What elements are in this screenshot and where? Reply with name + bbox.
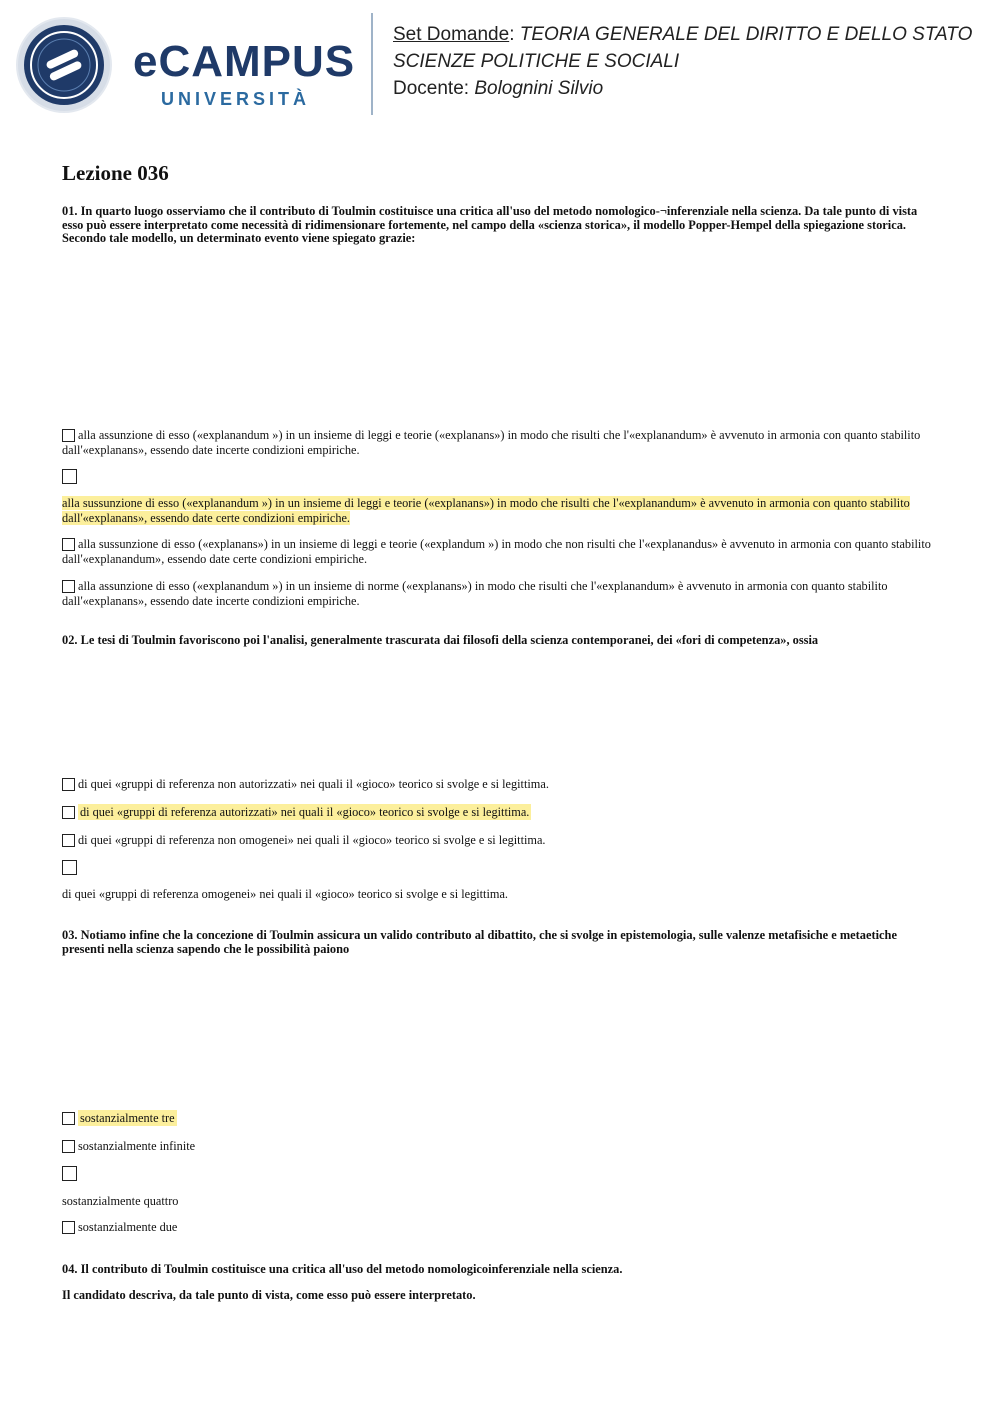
question-01-option-2-checkbox[interactable] <box>62 469 77 484</box>
question-03-option-2[interactable] <box>62 1139 934 1154</box>
docente-label: Docente: <box>393 78 475 99</box>
checkbox[interactable] <box>62 1221 75 1234</box>
university-seal-logo <box>16 17 112 113</box>
question-02-text: 02. Le tesi di Toulmin favoriscono poi l'analisi, generalmente trascurata dai filosofi della scienza contemporanei, dei «fori di competenza», ossia <box>62 633 819 647</box>
checkbox[interactable] <box>62 580 75 593</box>
brand-logo-subtext: UNIVERSITÀ <box>161 89 311 109</box>
checkbox[interactable] <box>62 538 75 551</box>
option-text: di quei «gruppi di referenza omogenei» nei quali il «gioco» teorico si svolge e si legittima. <box>62 887 508 901</box>
header-divider <box>371 13 373 115</box>
brand-logo-text: eCAMPUS <box>133 37 356 86</box>
correct-answer-highlight: di quei «gruppi di referenza autorizzati» nei quali il «gioco» teorico si svolge e si legittima. <box>80 805 530 819</box>
question-03-option-3[interactable] <box>62 1194 934 1209</box>
question-01-option-3[interactable] <box>62 537 934 567</box>
option-text: alla sussunzione di esso («explanans») in un insieme di leggi e teorie («explandum ») in modo che non risulti che l'«explanandus» è avvenuto in armonia con quanto stabilito dall'«explanandum», essendo date certe condizioni empiriche. <box>62 537 931 566</box>
course-title-line1: TEORIA GENERALE DEL DIRITTO E DELLO STATO <box>519 24 973 45</box>
lesson-title: Lezione 036 <box>62 161 169 185</box>
checkbox[interactable] <box>62 1140 75 1153</box>
course-title-line2: SCIENZE POLITICHE E SOCIALI <box>393 51 680 72</box>
question-04-instruction: Il candidato descriva, da tale punto di vista, come esso può essere interpretato. <box>62 1288 476 1302</box>
question-03-text: 03. Notiamo infine che la concezione di Toulmin assicura un valido contributo al dibattito, che si svolge in epistemologia, sulle valenze metafisiche e metaetiche presenti nella scienza sapendo che le possibilità paiono <box>62 928 897 956</box>
option-text: sostanzialmente quattro <box>62 1194 179 1208</box>
checkbox[interactable] <box>62 806 75 819</box>
question-03-option-3-checkbox[interactable] <box>62 1166 77 1181</box>
question-02-option-4[interactable] <box>62 887 934 902</box>
course-title-line2-wrap <box>393 48 679 75</box>
option-text: alla assunzione di esso («explanandum ») in un insieme di norme («explanans») in modo che risulti che l'«explanandum» è avvenuto in armonia con quanto stabilito dall'«explanans», essendo date incerte condizioni empiriche. <box>62 579 888 608</box>
set-domande-line <box>393 21 972 48</box>
checkbox[interactable] <box>62 778 75 791</box>
question-01-text: 01. In quarto luogo osserviamo che il contributo di Toulmin costituisce una critica all'uso del metodo nomologico-¬inferenziale nella scienza. Da tale punto di vista esso può essere interpretato come necessità di ridimensionare fortemente, nel campo della «scienza storica», il modello Popper-Hempel della spiegazione storica. Secondo tale modello, un determinato evento viene spiegato grazie: <box>62 204 918 245</box>
question-01-option-4[interactable] <box>62 579 934 609</box>
question-04-text: 04. Il contributo di Toulmin costituisce una critica all'uso del metodo nomologicoinferenziale nella scienza. <box>62 1262 623 1276</box>
question-03-option-4[interactable] <box>62 1220 934 1235</box>
question-02-option-2[interactable] <box>62 805 934 820</box>
question-02-option-3[interactable] <box>62 833 934 848</box>
set-colon: : <box>509 24 520 45</box>
docente-line <box>393 75 603 102</box>
question-02-option-1[interactable] <box>62 777 934 792</box>
option-text: sostanzialmente infinite <box>78 1139 196 1153</box>
checkbox[interactable] <box>62 834 75 847</box>
option-text: alla assunzione di esso («explanandum ») in un insieme di leggi e teorie («explanans») in modo che risulti che l'«explanandum» è avvenuto in armonia con quanto stabilito dall'«explanans», essendo date incerte condizioni empiriche. <box>62 428 921 457</box>
option-text: sostanzialmente due <box>78 1220 178 1234</box>
question-01-option-2[interactable] <box>62 496 934 526</box>
docente-name: Bolognini Silvio <box>474 78 604 99</box>
checkbox[interactable] <box>62 1112 75 1125</box>
correct-answer-highlight: sostanzialmente tre <box>80 1111 175 1125</box>
question-01-option-1[interactable] <box>62 428 934 458</box>
question-02-option-4-checkbox[interactable] <box>62 860 77 875</box>
option-text: di quei «gruppi di referenza non autorizzati» nei quali il «gioco» teorico si svolge e si legittima. <box>78 777 549 791</box>
set-label: Set Domande <box>393 24 510 45</box>
option-text: di quei «gruppi di referenza non omogenei» nei quali il «gioco» teorico si svolge e si legittima. <box>78 833 546 847</box>
correct-answer-highlight: alla sussunzione di esso («explanandum ») in un insieme di leggi e teorie («explanans») in modo che risulti che l'«explanandum» è avvenuto in armonia con quanto stabilito dall'«explanans», essendo date certe condizioni empiriche. <box>62 496 910 525</box>
question-03-option-1[interactable] <box>62 1111 934 1126</box>
checkbox[interactable] <box>62 429 75 442</box>
